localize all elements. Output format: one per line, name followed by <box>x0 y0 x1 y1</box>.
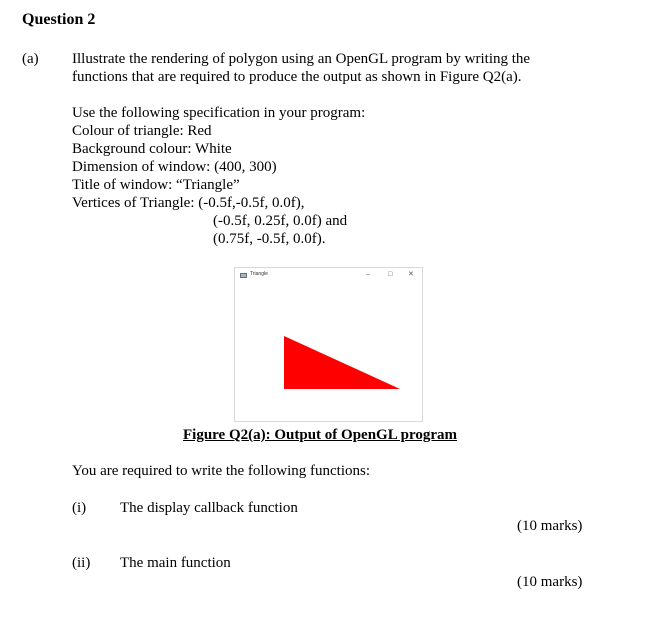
part-label: (a) <box>22 51 39 67</box>
task-text-ii: The main function <box>120 555 231 571</box>
figure-caption: Figure Q2(a): Output of OpenGL program <box>183 427 458 443</box>
red-triangle <box>284 336 400 389</box>
maximize-icon[interactable]: □ <box>388 271 393 278</box>
spec-colour: Colour of triangle: Red <box>72 123 212 139</box>
question-title: Question 2 <box>22 11 96 28</box>
window-client-area <box>235 282 422 421</box>
spec-vertices-1: Vertices of Triangle: (-0.5f,-0.5f, 0.0f), <box>72 195 305 211</box>
window-app-icon <box>240 273 247 278</box>
task-marks-ii: (10 marks) <box>517 574 583 590</box>
intro-line-2: functions that are required to produce the output as shown in Figure Q2(a). <box>72 69 522 85</box>
task-label-ii: (ii) <box>72 555 91 571</box>
spec-title: Title of window: “Triangle” <box>72 177 240 193</box>
spec-background: Background colour: White <box>72 141 232 157</box>
task-text-i: The display callback function <box>120 500 298 516</box>
tasks-intro: You are required to write the following functions: <box>72 463 371 479</box>
spec-vertices-3: (0.75f, -0.5f, 0.0f). <box>213 231 326 247</box>
intro-line-1: Illustrate the rendering of polygon using an OpenGL program by writing the <box>72 51 531 67</box>
close-icon[interactable]: ✕ <box>408 271 414 278</box>
task-label-i: (i) <box>72 500 87 516</box>
figure-window <box>234 267 423 422</box>
spec-heading: Use the following specification in your program: <box>72 105 366 121</box>
spec-dimension: Dimension of window: (400, 300) <box>72 159 277 175</box>
render-canvas <box>235 282 422 421</box>
spec-vertices-2: (-0.5f, 0.25f, 0.0f) and <box>213 213 348 229</box>
minimize-icon[interactable]: – <box>366 271 370 278</box>
task-marks-i: (10 marks) <box>517 518 583 534</box>
window-title: Triangle <box>250 271 268 277</box>
window-titlebar <box>235 268 422 282</box>
